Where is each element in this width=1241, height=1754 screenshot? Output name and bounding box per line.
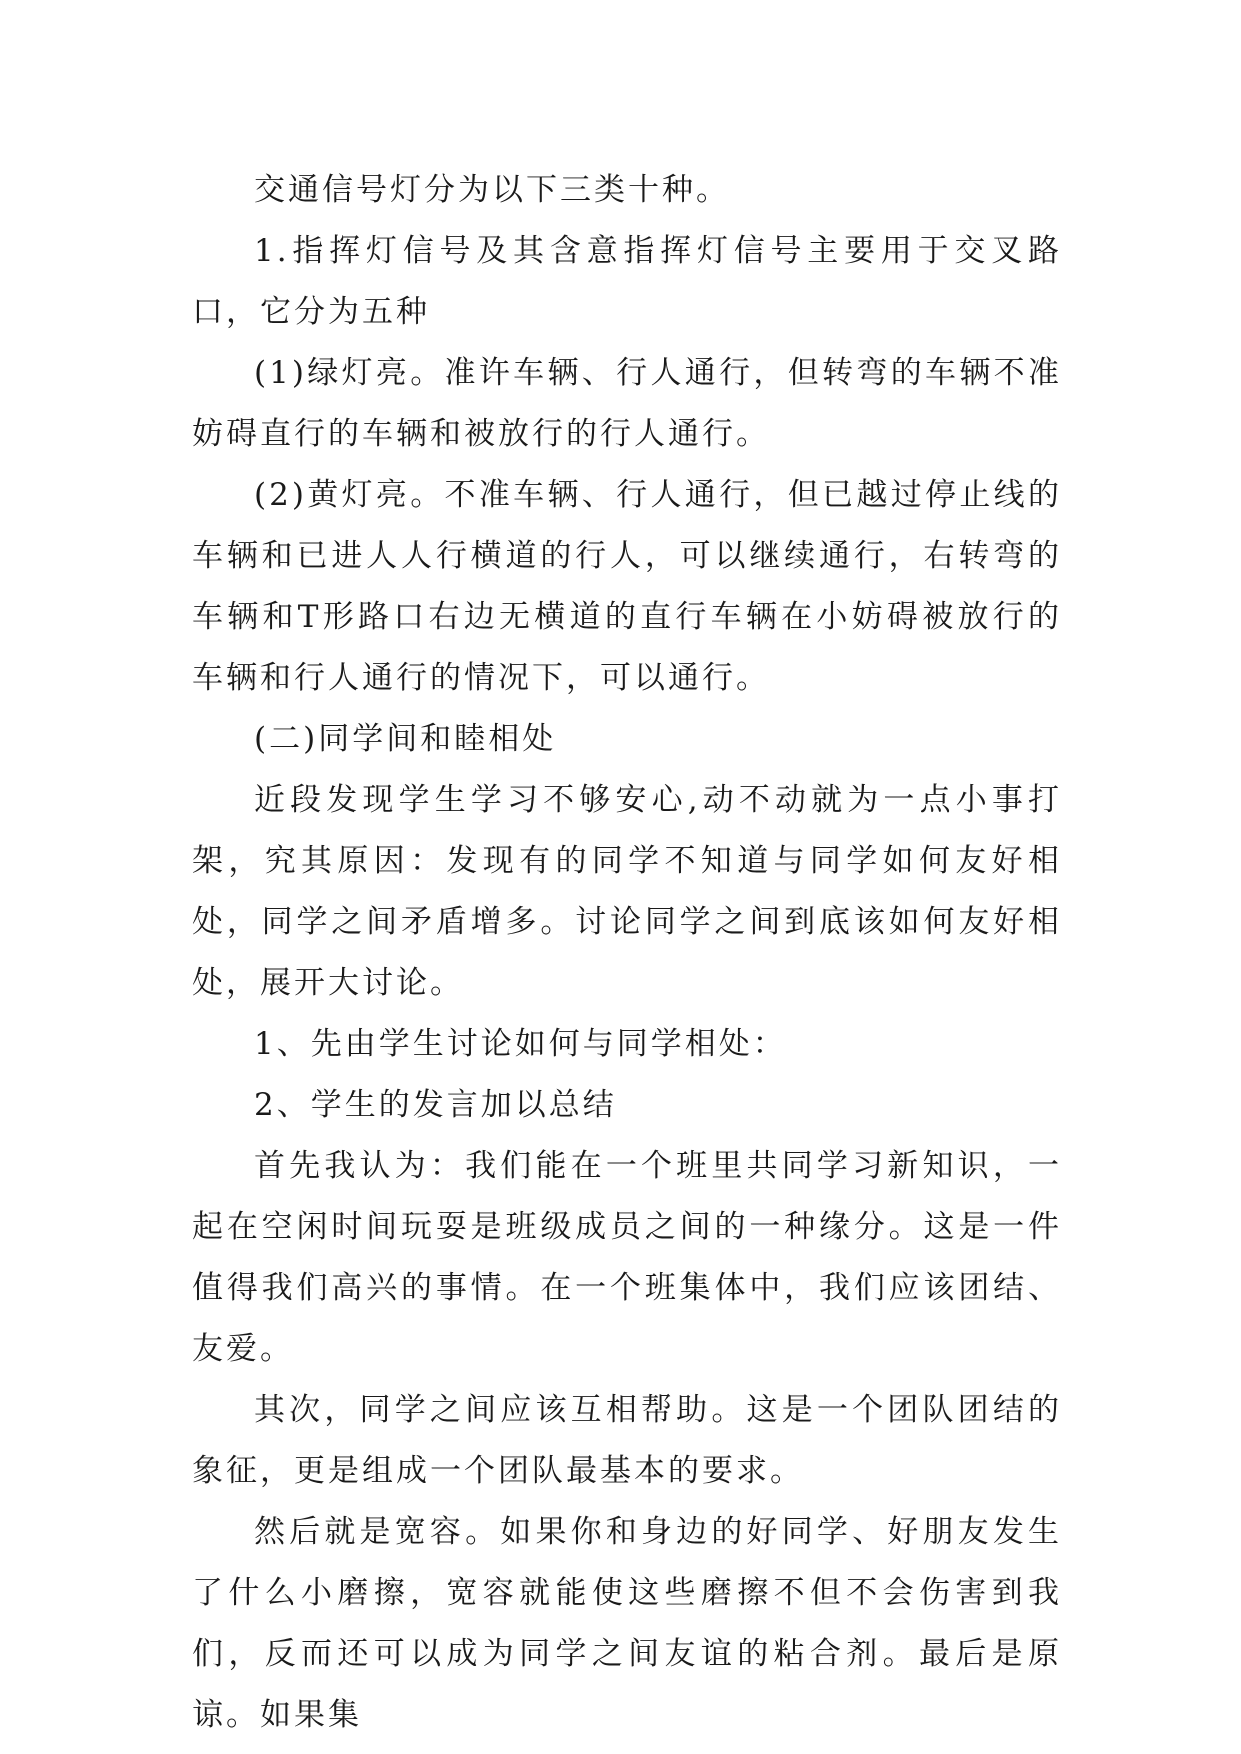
paragraph: 交通信号灯分为以下三类十种。: [254, 172, 730, 208]
paragraph: 首先我认为：我们能在一个班里共同学习新知识，一起在空闲时间玩耍是班级成员之间的一种缘分。这是一件值得我们高兴的事情。在一个班集体中，我们应该团结、友爱。: [192, 1148, 1062, 1367]
document-body: [192, 160, 1062, 1746]
list-item: 2、学生的发言加以总结: [254, 1087, 617, 1123]
paragraph: (1)绿灯亮。准许车辆、行人通行，但转弯的车辆不准妨碍直行的车辆和被放行的行人通行。: [192, 355, 1062, 452]
section-heading: (二)同学间和睦相处: [254, 721, 557, 757]
paragraph: 其次，同学之间应该互相帮助。这是一个团队团结的象征，更是组成一个团队最基本的要求。: [192, 1392, 1062, 1489]
list-item: 1、先由学生讨论如何与同学相处：: [254, 1026, 787, 1062]
paragraph: 1.指挥灯信号及其含意指挥灯信号主要用于交叉路口，它分为五种: [192, 233, 1062, 330]
paragraph: (2)黄灯亮。不准车辆、行人通行，但已越过停止线的车辆和已进人人行横道的行人，可以继续通行，右转弯的车辆和T形路口右边无横道的直行车辆在小妨碍被放行的车辆和行人通行的情况下，可以通行。: [192, 477, 1062, 696]
paragraph: 近段发现学生学习不够安心,动不动就为一点小事打架，究其原因：发现有的同学不知道与同学如何友好相处，同学之间矛盾增多。讨论同学之间到底该如何友好相处，展开大讨论。: [192, 782, 1062, 1001]
paragraph: 然后就是宽容。如果你和身边的好同学、好朋友发生了什么小磨擦，宽容就能使这些磨擦不但不会伤害到我们，反而还可以成为同学之间友谊的粘合剂。最后是原谅。如果集: [192, 1514, 1062, 1733]
